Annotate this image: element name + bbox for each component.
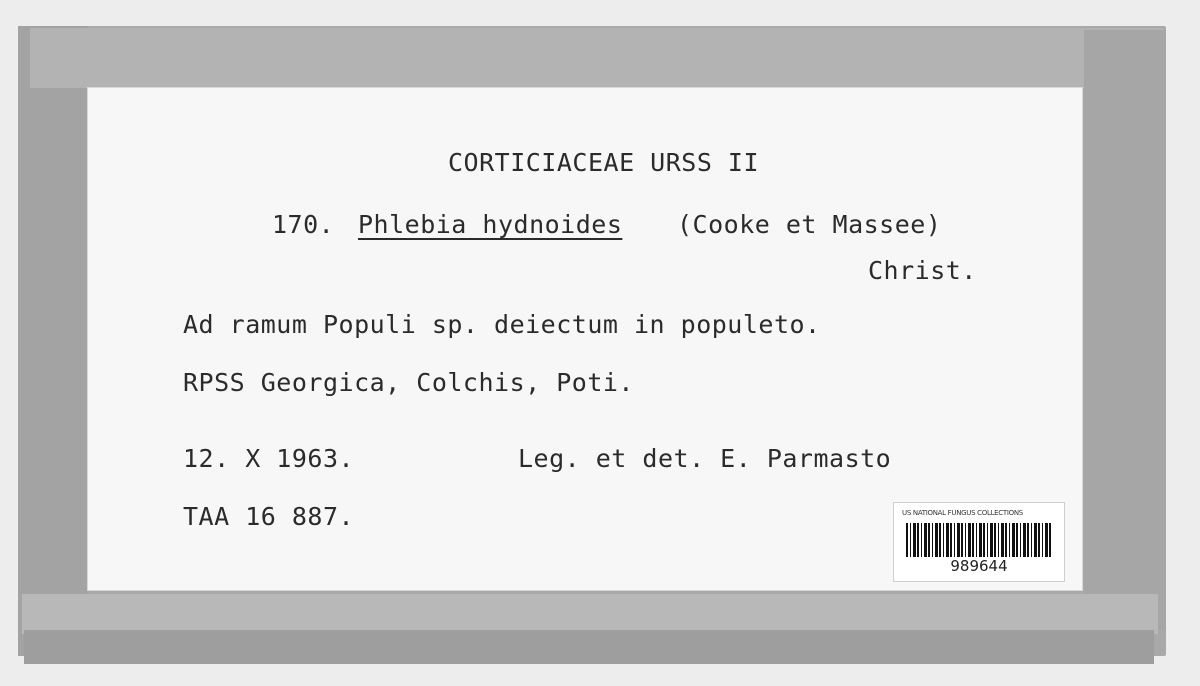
barcode-sticker-header: US NATIONAL FUNGUS COLLECTIONS bbox=[902, 509, 1023, 517]
packet-bottom-fold bbox=[22, 594, 1158, 634]
collection-date: 12. X 1963. bbox=[183, 444, 355, 473]
collector-line: Leg. et det. E. Parmasto bbox=[518, 444, 892, 473]
packet-right-fold bbox=[1084, 30, 1166, 630]
locality-line: RPSS Georgica, Colchis, Poti. bbox=[183, 368, 634, 397]
barcode-number: 989644 bbox=[950, 557, 1008, 575]
barcode-icon bbox=[906, 523, 1052, 557]
taxon-authority-continued: Christ. bbox=[868, 256, 977, 285]
substrate-line: Ad ramum Populi sp. deiectum in populeto. bbox=[183, 310, 821, 339]
taxon-authority: (Cooke et Massee) bbox=[677, 210, 942, 239]
accession-number: TAA 16 887. bbox=[183, 502, 355, 531]
label-title: CORTICIACEAE URSS II bbox=[448, 148, 760, 177]
taxon-name: Phlebia hydnoides bbox=[358, 210, 623, 239]
packet-bottom-edge bbox=[24, 630, 1154, 664]
entry-number: 170. bbox=[272, 210, 335, 239]
packet-left-fold bbox=[18, 26, 88, 656]
packet-top-fold bbox=[30, 28, 1164, 88]
barcode-sticker bbox=[893, 502, 1065, 582]
